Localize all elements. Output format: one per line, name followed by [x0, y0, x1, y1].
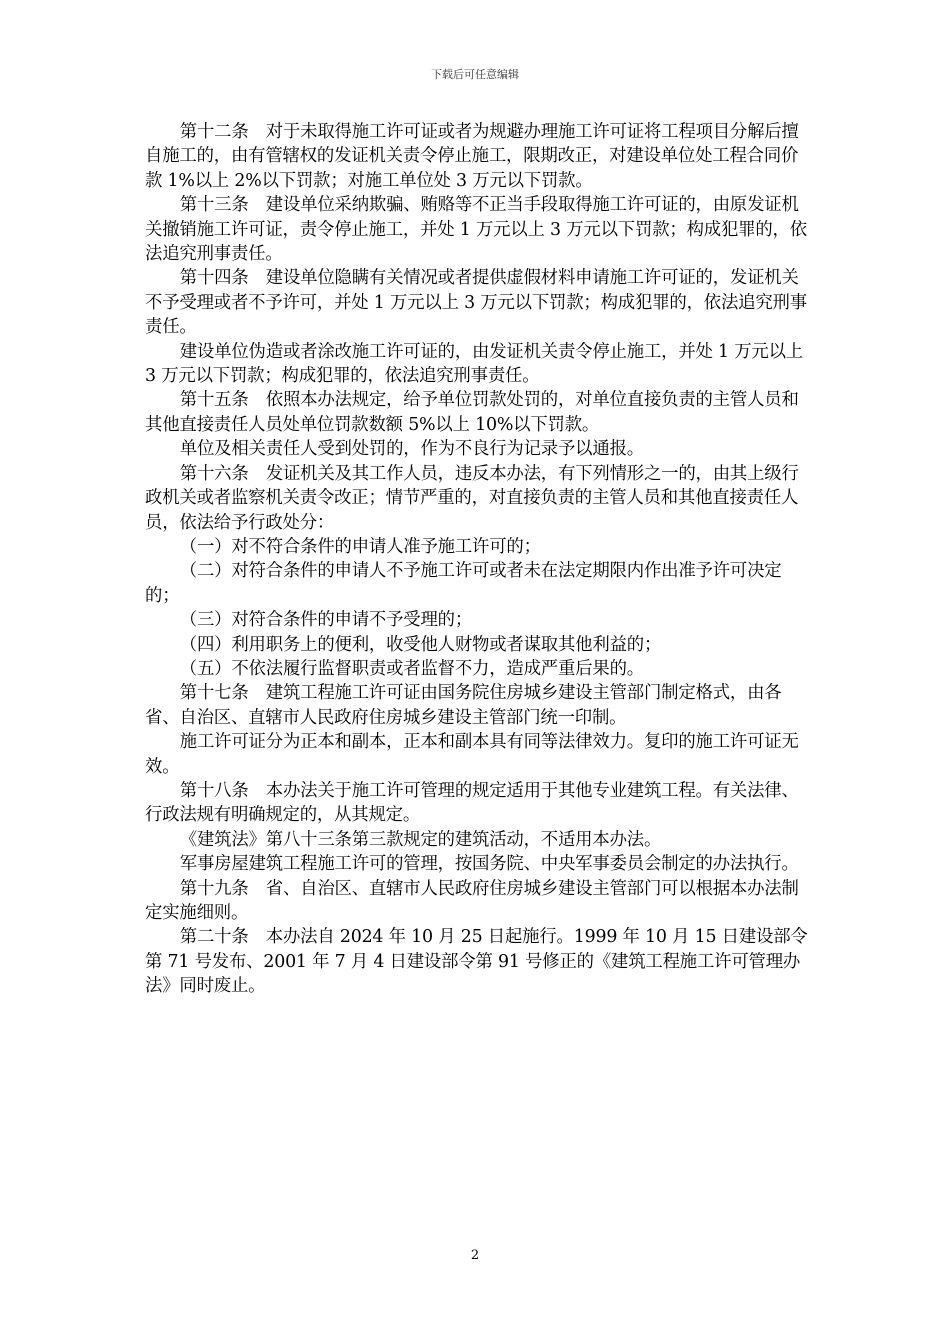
paragraph-article-18-military: 军事房屋建筑工程施工许可的管理，按国务院、中央军事委员会制定的办法执行。	[179, 854, 799, 875]
paragraph-article-15-notice: 单位及相关责任人受到处罚的，作为不良行为记录予以通报。	[179, 439, 644, 460]
list-item-3: （三）对符合条件的申请不予受理的；	[179, 610, 473, 631]
paragraph-article-20: 第二十条 本办法自 2024 年 10 月 25 日起施行。1999 年 10 月 15 日建设部令第 71 号发布、2001 年 7 月 4 日建设部令第 91 号修正的《建筑工程施工许可管理办法》同时废止。	[145, 927, 808, 997]
document-body	[145, 120, 810, 999]
paragraph-article-18: 第十八条 本办法关于施工许可管理的规定适用于其他专业建筑工程。有关法律、行政法规有明确规定的，从其规定。	[145, 780, 799, 826]
paragraph-article-14: 第十四条 建设单位隐瞒有关情况或者提供虚假材料申请施工许可证的，发证机关不予受理或者不予许可，并处 1 万元以上 3 万元以下罚款；构成犯罪的，依法追究刑事责任。	[145, 268, 807, 338]
list-item-4: （四）利用职务上的便利，收受他人财物或者谋取其他利益的；	[179, 634, 662, 655]
page-number: 2	[470, 1248, 480, 1263]
paragraph-article-12: 第十二条 对于未取得施工许可证或者为规避办理施工许可证将工程项目分解后擅自施工的，由有管辖权的发证机关责令停止施工，限期改正，对建设单位处工程合同价款 1%以上 2%以下罚款；对施工单位处 3 万元以下罚款。	[145, 122, 799, 191]
list-item-5: （五）不依法履行监督职责或者监督不力，造成严重后果的。	[179, 658, 644, 679]
paragraph-article-13: 第十三条 建设单位采纳欺骗、贿赂等不正当手段取得施工许可证的，由原发证机关撤销施工许可证，责令停止施工，并处 1 万元以上 3 万元以下罚款；构成犯罪的，依法追究刑事责任。	[145, 195, 807, 265]
list-item-1: （一）对不符合条件的申请人准予施工许可的；	[179, 536, 541, 557]
paragraph-article-17: 第十七条 建筑工程施工许可证由国务院住房城乡建设主管部门制定格式，由各省、自治区、直辖市人民政府住房城乡建设主管部门统一印制。	[145, 683, 782, 728]
paragraph-article-17-copies: 施工许可证分为正本和副本，正本和副本具有同等法律效力。复印的施工许可证无效。	[145, 732, 799, 777]
paragraph-article-15: 第十五条 依照本办法规定，给予单位罚款处罚的，对单位直接负责的主管人员和其他直接责任人员处单位罚款数额 5%以上 10%以下罚款。	[145, 390, 799, 435]
paragraph-article-14-forgery: 建设单位伪造或者涂改施工许可证的，由发证机关责令停止施工，并处 1 万元以上 3 万元以下罚款；构成犯罪的，依法追究刑事责任。	[145, 341, 803, 387]
paragraph-article-16: 第十六条 发证机关及其工作人员，违反本办法，有下列情形之一的，由其上级行政机关或者监察机关责令改正；情节严重的，对直接负责的主管人员和其他直接责任人员，依法给予行政处分：	[145, 463, 799, 533]
list-item-2: （二）对符合条件的申请人不予施工许可或者未在法定期限内作出准予许可决定的；	[145, 561, 782, 606]
paragraph-article-18-construction-law: 《建筑法》第八十三条第三款规定的建筑活动，不适用本办法。	[179, 829, 662, 850]
page-header-caption: 下载后可任意编辑	[431, 68, 519, 81]
paragraph-article-19: 第十九条 省、自治区、直辖市人民政府住房城乡建设主管部门可以根据本办法制定实施细则。	[145, 878, 799, 923]
